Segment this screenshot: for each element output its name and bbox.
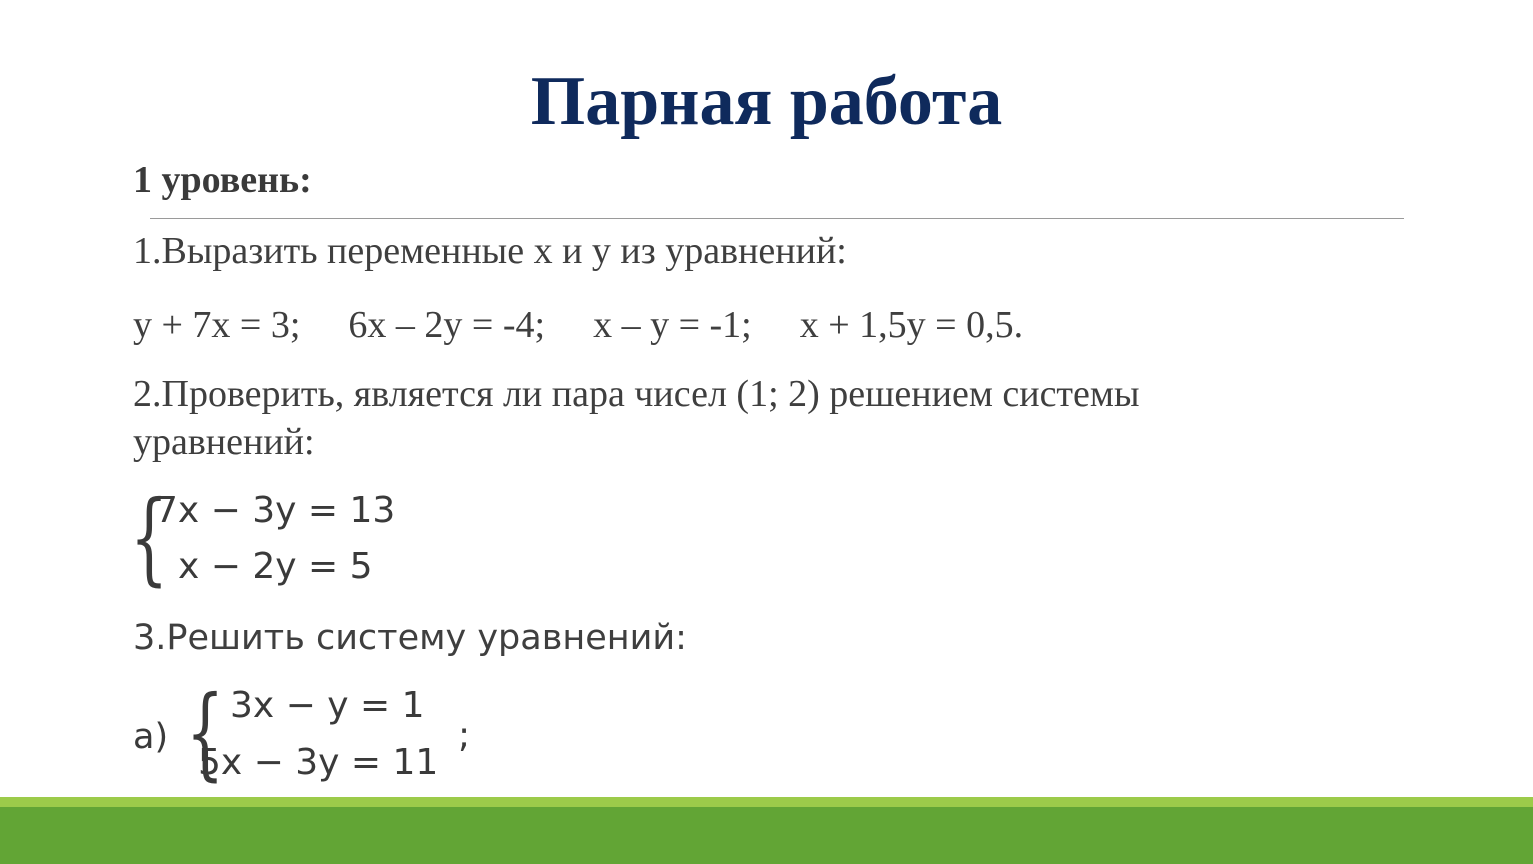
slide-title: Парная работа xyxy=(530,63,1003,140)
left-brace-icon: { xyxy=(130,479,169,596)
system-2-row-2: x − 2y = 5 xyxy=(178,546,373,587)
left-brace-icon: { xyxy=(186,674,225,791)
equation: х + 1,5у = 0,5. xyxy=(799,304,1024,346)
equation: у + 7х = 3; xyxy=(133,304,301,346)
task-1-equations xyxy=(133,303,1071,347)
system-2-row-1: 7x − 3y = 13 xyxy=(155,490,396,531)
equation: х – у = -1; xyxy=(593,304,752,346)
task-2-text-line1: 2.Проверить, является ли пара чисел (1; 2) решением системы xyxy=(133,373,1140,415)
system-3-semicolon: ; xyxy=(458,715,471,756)
task-2-text-line2: уравнений: xyxy=(133,421,315,463)
task-1-text: 1.Выразить переменные х и у из уравнений: xyxy=(133,230,847,272)
task-3-label-a: а) xyxy=(133,717,169,757)
divider-line xyxy=(150,218,1404,219)
system-3-row-2: 5x − 3y = 11 xyxy=(198,742,439,783)
task-3-text: 3.Решить систему уравнений: xyxy=(133,618,687,658)
footer-band-light xyxy=(0,797,1533,807)
footer-band-dark xyxy=(0,807,1533,864)
system-3-row-1: 3x − y = 1 xyxy=(230,685,425,726)
level-heading: 1 уровень: xyxy=(133,159,312,201)
equation: 6х – 2у = -4; xyxy=(348,304,546,346)
